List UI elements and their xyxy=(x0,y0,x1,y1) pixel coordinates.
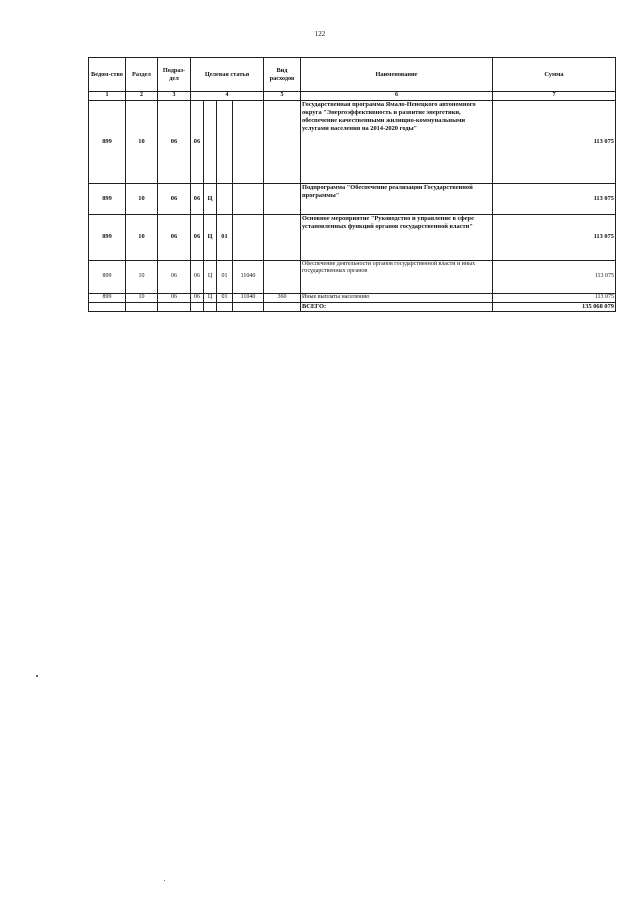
budget-table xyxy=(88,57,616,312)
cell-cs-program: 06 xyxy=(191,183,204,214)
cell-cs-direction xyxy=(233,183,264,214)
column-number: 3 xyxy=(158,92,191,101)
header-vid-raskhodov: Вид расходов xyxy=(264,58,301,92)
total-empty-cell xyxy=(89,302,126,311)
cell-podrazdel: 06 xyxy=(158,214,191,260)
cell-cs-direction xyxy=(233,214,264,260)
cell-vid: 360 xyxy=(264,293,301,302)
scan-speck xyxy=(36,675,38,677)
cell-name: Иные выплаты населению xyxy=(301,293,493,302)
total-row xyxy=(89,302,616,311)
cell-vedomstvo: 899 xyxy=(89,183,126,214)
cell-vedomstvo: 899 xyxy=(89,260,126,293)
cell-vid xyxy=(264,183,301,214)
cell-cs-subprogram: Ц xyxy=(204,293,217,302)
header-podrazdel: Подраз-дел xyxy=(158,58,191,92)
total-empty-cell xyxy=(191,302,204,311)
column-number: 6 xyxy=(301,92,493,101)
header-vedomstvo: Ведом-ство xyxy=(89,58,126,92)
cell-cs-subprogram xyxy=(204,100,217,183)
total-empty-cell xyxy=(217,302,233,311)
cell-cs-program: 06 xyxy=(191,260,204,293)
cell-cs-subprogram: Ц xyxy=(204,214,217,260)
cell-cs-event: 01 xyxy=(217,214,233,260)
header-celevaya-statya: Целевая статья xyxy=(191,58,264,92)
cell-razdel: 10 xyxy=(126,260,158,293)
total-label: ВСЕГО: xyxy=(301,302,493,311)
cell-sum: 113 075 xyxy=(493,183,616,214)
table-row xyxy=(89,183,616,214)
cell-vedomstvo: 899 xyxy=(89,100,126,183)
cell-vid xyxy=(264,214,301,260)
total-empty-cell xyxy=(233,302,264,311)
cell-cs-event xyxy=(217,183,233,214)
total-empty-cell xyxy=(204,302,217,311)
cell-cs-program: 06 xyxy=(191,100,204,183)
column-number: 2 xyxy=(126,92,158,101)
header-row xyxy=(89,58,616,92)
cell-cs-direction: 11040 xyxy=(233,293,264,302)
cell-sum: 113 075 xyxy=(493,260,616,293)
cell-vid xyxy=(264,260,301,293)
cell-cs-program: 06 xyxy=(191,293,204,302)
column-number: 7 xyxy=(493,92,616,101)
cell-cs-event: 01 xyxy=(217,293,233,302)
total-empty-cell xyxy=(264,302,301,311)
page-number: 122 xyxy=(314,30,326,38)
cell-razdel: 10 xyxy=(126,100,158,183)
column-number-row xyxy=(89,92,616,101)
cell-name: Обеспечение деятельности органов государственной власти и иных государственных органов xyxy=(301,260,493,293)
cell-cs-subprogram: Ц xyxy=(204,260,217,293)
cell-razdel: 10 xyxy=(126,293,158,302)
cell-name: Подпрограмма "Обеспечение реализации Государственной программы" xyxy=(301,183,493,214)
cell-cs-subprogram: Ц xyxy=(204,183,217,214)
cell-cs-direction: 11040 xyxy=(233,260,264,293)
table-row xyxy=(89,100,616,183)
total-sum: 135 068 079 xyxy=(493,302,616,311)
cell-sum: 113 075 xyxy=(493,100,616,183)
cell-podrazdel: 06 xyxy=(158,100,191,183)
cell-vedomstvo: 899 xyxy=(89,214,126,260)
cell-podrazdel: 06 xyxy=(158,183,191,214)
table-row xyxy=(89,214,616,260)
cell-razdel: 10 xyxy=(126,183,158,214)
cell-podrazdel: 06 xyxy=(158,260,191,293)
scan-speck xyxy=(164,880,165,881)
cell-vid xyxy=(264,100,301,183)
cell-sum: 113 075 xyxy=(493,293,616,302)
cell-cs-direction xyxy=(233,100,264,183)
cell-cs-program: 06 xyxy=(191,214,204,260)
cell-sum: 113 075 xyxy=(493,214,616,260)
column-number: 1 xyxy=(89,92,126,101)
cell-vedomstvo: 899 xyxy=(89,293,126,302)
header-razdel: Раздел xyxy=(126,58,158,92)
column-number: 4 xyxy=(191,92,264,101)
column-number: 5 xyxy=(264,92,301,101)
cell-name: Основное мероприятие "Руководство и управление в сфере установленных функций органов государственной власти" xyxy=(301,214,493,260)
cell-razdel: 10 xyxy=(126,214,158,260)
table-row xyxy=(89,260,616,293)
cell-podrazdel: 06 xyxy=(158,293,191,302)
header-naimenovanie: Наименование xyxy=(301,58,493,92)
cell-cs-event xyxy=(217,100,233,183)
total-empty-cell xyxy=(126,302,158,311)
total-empty-cell xyxy=(158,302,191,311)
table-row xyxy=(89,293,616,302)
cell-name: Государственная программа Ямало-Ненецкого автономного округа "Энергоэффективность и развитие энергетики, обеспечение качественными жилищно-коммунальными услугами населения на 2014-2020 годы" xyxy=(301,100,493,183)
cell-cs-event: 01 xyxy=(217,260,233,293)
header-summa: Сумма xyxy=(493,58,616,92)
